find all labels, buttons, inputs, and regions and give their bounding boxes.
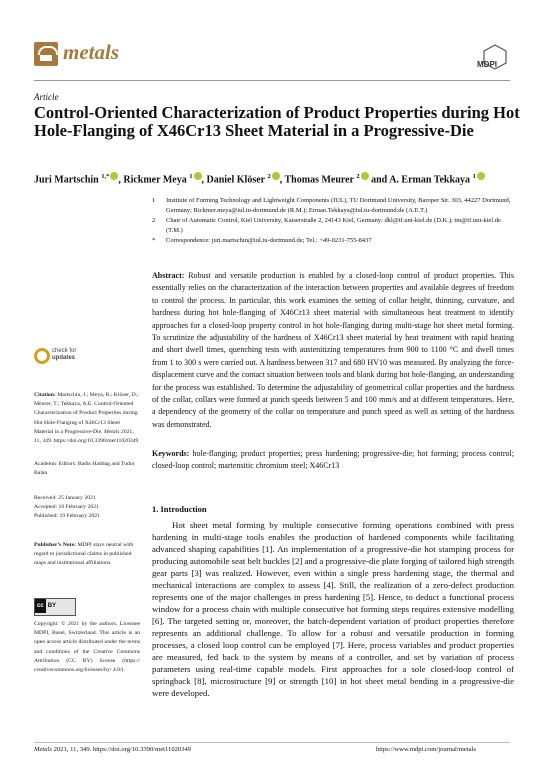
citation-tail[interactable]: 2021, 11, 349. https://doi.org/10.3390/met11020349	[34, 428, 139, 445]
introduction-text: Hot sheet metal forming by multiple consecutive forming operations combined with press hardening in multi-stage tools enables the production of hardened components while facilitating advanced shaping capabilities [1]. An implementation of a progressive-die hot stamping process for producing automobile seat belt buckles [2] and a progressive-die plate forging of tailored high strength gear parts [3] was realized. However, even within a single press hardening stage, the thermal and mechanical interactions are complex to assess [4]. Still, the realization of a zero-defect production represents one of the major challenges in press hardening [5]. Hence, to deduct a functional process window for a process chain with multiple consecutive hot forming steps requires extensive modelling [6]. The targeted setting or, moreover, the batch-dependent variation of product properties therefore represents an additional challenge. To allow for a robust and versatile production in forming processes, a closed loop control can be employed [7]. Here, process variables and product properties are measured, fed back to the system by means of a controller, and set by variation of process parameters using real-time capable models. First approaches for a sole closed-loop control of springback [8], microstructure [9] or strength [10] in hot sheet metal bending in a progressive-die were developed.	[152, 520, 514, 698]
publisher-note	[34, 541, 140, 569]
check-updates-line1: check for	[52, 348, 77, 354]
published-date: Published: 19 February 2021	[34, 513, 100, 520]
affiliation-item	[152, 196, 512, 216]
check-for-updates-badge[interactable]	[34, 348, 80, 384]
footer-citation	[34, 746, 191, 753]
cc-by-license-badge[interactable]	[34, 598, 76, 616]
section-heading: 1. Introduction	[152, 504, 207, 514]
author-separator: and	[368, 174, 390, 186]
author-name: Juri Martschin	[34, 174, 102, 186]
affiliation-mark: 2	[152, 217, 156, 224]
check-updates-icon	[34, 348, 50, 364]
author-name: Daniel Klöser	[206, 174, 268, 186]
journal-logo	[34, 42, 58, 66]
footer-divider	[34, 742, 510, 743]
author-affiliation-mark: 1	[472, 173, 476, 180]
affiliation-item	[152, 216, 512, 236]
keywords-label: Keywords:	[152, 449, 190, 458]
author-list	[34, 170, 524, 186]
paper-title: Control-Oriented Characterization of Product Properties during Hot Hole-Flanging of X46Cr13 Sheet Material in a Progressive-Die	[34, 103, 520, 140]
author-affiliation-mark: 1	[189, 173, 193, 180]
journal-name: metals	[63, 40, 119, 64]
copyright-notice: Copyright: © 2021 by the authors. Licensee MDPI, Basel, Switzerland. This article is an open access article distributed under the terms and conditions of the Creative Commons Attribution (CC BY) license (https:// creativecommons.org/licenses/by/ 4.0/).	[34, 621, 140, 674]
academic-editors: Academic Editors: Badis Haddag and Tudor Balan	[34, 461, 135, 477]
dates-block	[34, 494, 140, 522]
author-affiliation-mark: 2	[267, 173, 271, 180]
abstract-label: Abstract:	[152, 271, 185, 280]
author-name: A. Erman Tekkaya	[389, 174, 473, 186]
author-name: Rickmer Meya	[123, 174, 190, 186]
header-divider	[34, 80, 510, 81]
accepted-date: Accepted: 16 February 2021	[34, 504, 99, 511]
citation-block	[34, 391, 140, 446]
affiliation-mark: 1	[152, 197, 156, 204]
by-icon: BY	[47, 603, 57, 609]
check-updates-line2: updates	[52, 355, 76, 361]
keywords-text: hole-flanging; product properties; press hardening; progressive-die; hot forming; process control; closed-loop control; martensitic chromium steel; X46Cr13	[152, 449, 514, 471]
publisher-note-label: Publisher’s Note:	[34, 542, 77, 548]
orcid-icon[interactable]	[194, 172, 202, 180]
author-separator: ,	[118, 174, 124, 186]
publisher-note-text: MDPI stays neutral with regard to jurisdictional claims in published maps and institutional affiliations.	[34, 542, 134, 567]
received-date: Received: 25 January 2021	[34, 495, 96, 501]
affiliation-text: Chair of Automatic Control, Kiel University, Kaiserstraße 2, 24143 Kiel, Germany; dkl@tf.uni-kiel.de (D.K.); tm@tf.uni-kiel.de (T.M.)	[166, 217, 501, 234]
footer-url[interactable]: https://www.mdpi.com/journal/metals	[376, 746, 476, 753]
affiliation-text: Institute of Forming Technology and Lightweight Components (IUL), TU Dortmund University, Baroper Str. 303, 44227 Dortmund, Germany; Rickmer.meya@iul.tu-dortmund.de (R.M.); Erman.Tekkaya@iul.tu-dortmund.de (A.E.T.)	[166, 197, 511, 214]
author-separator: ,	[279, 174, 285, 186]
cc-icon: cc	[35, 599, 46, 613]
orcid-icon[interactable]	[477, 172, 485, 180]
affiliation-mark: *	[152, 237, 156, 244]
article-type: Article	[34, 92, 59, 102]
author-separator: ,	[201, 174, 207, 186]
footer-citation-text[interactable]: 2021, 11, 349. https://doi.org/10.3390/met11020349	[53, 746, 192, 753]
author-name: Thomas Meurer	[284, 174, 357, 186]
abstract	[152, 270, 514, 431]
author-affiliation-mark: 2	[356, 173, 360, 180]
orcid-icon[interactable]	[361, 172, 369, 180]
abstract-text: Robust and versatile production is enabled by a closed-loop control of product properties. This essentially relies on the characterization of the interaction between properties and available degrees of freedom to control the process. In particular, this work examines the setting of collar height, thinning, curvature, and hardness during hot hole-flanging of X46Cr13 sheet material with simultaneous heat treatment to identify approaches for a closed-loop property control in hot hole-flanging during multi-stage hot sheet metal forming. To scrutinize the adjustability of the hardness of X46Cr13 sheet material by heat treatment with rapid heating and short dwell times, quenching tests with austenitizing temperatures from 900 to 1100 °C and dwell times from 1 to 300 s were carried out. A hardness between 317 and 680 HV10 was measured. By analyzing the force-displacement curve and the contact situation between tools and blank during hot hole-flanging, an understanding for the process was established. To determine the adjustability of geometrical collar properties and the hardness of the collar, collars were formed at punch speeds between 5 and 100 mm/s and at different temperatures. Here, a dependency of the geometry of the collar on temperature and punch speed as well as setting of the hardness was demonstrated.	[152, 271, 514, 429]
citation-text: Martschin, J.; Meya, R.; Klöser, D.; Meurer, T.; Tekkaya, A.E. Control-Oriented Characterization of Product Properties during Hot Hole-Flanging of X46Cr13 Sheet Material in a Progressive-Die.	[34, 392, 139, 435]
keywords	[152, 448, 514, 473]
affiliations	[152, 196, 512, 246]
citation-journal: Metals	[103, 428, 120, 435]
affiliation-text: Correspondence: juri.martschin@iul.tu-dortmund.de; Tel.: +49-0231-755-8437	[166, 237, 372, 244]
author-affiliation-mark: 1,*	[101, 173, 110, 180]
mdpi-label: MDPI	[477, 60, 497, 69]
affiliation-item	[152, 236, 512, 246]
orcid-icon[interactable]	[272, 172, 280, 180]
footer-journal: Metals	[34, 746, 52, 753]
citation-label: Citation:	[34, 392, 56, 398]
